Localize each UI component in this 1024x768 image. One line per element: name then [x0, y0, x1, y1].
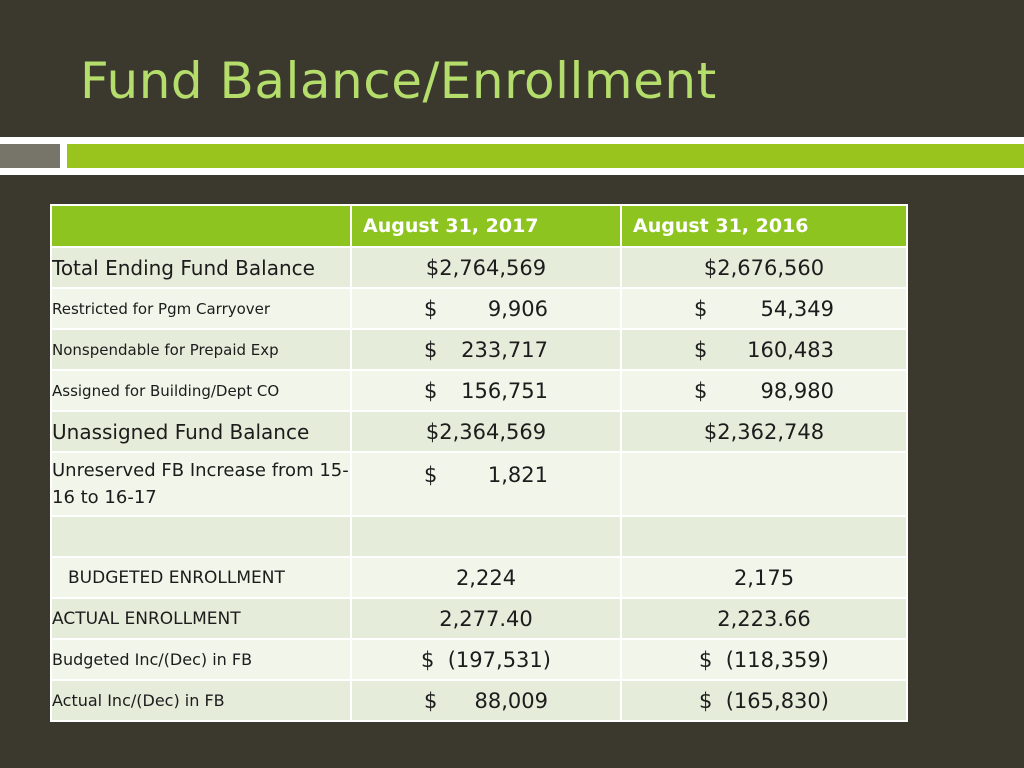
row-label: BUDGETED ENROLLMENT: [51, 557, 351, 598]
table-header-row: [51, 205, 907, 247]
dollar-sign: $: [694, 296, 708, 321]
row-label: Actual Inc/(Dec) in FB: [51, 680, 351, 721]
header-2016: August 31, 2016: [621, 205, 907, 247]
header-blank: [51, 205, 351, 247]
table-row: [51, 247, 907, 288]
fund-balance-table: [50, 204, 908, 722]
value-2017: [351, 370, 621, 411]
value-2016: $2,362,748: [621, 411, 907, 452]
table-row: [51, 680, 907, 721]
amount: 88,009: [474, 688, 548, 713]
dollar-sign: $: [424, 463, 438, 487]
value-2016: 2,223.66: [621, 598, 907, 639]
value-2017: [351, 288, 621, 329]
value-2016: [621, 452, 907, 516]
divider-accent-gray: [0, 144, 60, 168]
dollar-sign: $: [424, 378, 438, 403]
value-2017: 2,277.40: [351, 598, 621, 639]
value-2016: 2,175: [621, 557, 907, 598]
value-2017: $ (197,531): [351, 639, 621, 680]
table-row: [51, 639, 907, 680]
value-2017: $2,364,569: [351, 411, 621, 452]
row-label: Unreserved FB Increase from 15-16 to 16-17: [51, 452, 351, 516]
row-label: Nonspendable for Prepaid Exp: [51, 329, 351, 370]
value-2016: $ (165,830): [621, 680, 907, 721]
value-2017: [351, 516, 621, 557]
amount: 156,751: [461, 378, 548, 403]
value-2016: $ (118,359): [621, 639, 907, 680]
row-label: ACTUAL ENROLLMENT: [51, 598, 351, 639]
table-row: [51, 288, 907, 329]
slide-title: Fund Balance/Enrollment: [80, 52, 717, 110]
table-row: [51, 557, 907, 598]
value-2017: [351, 680, 621, 721]
row-label: Total Ending Fund Balance: [51, 247, 351, 288]
amount: 233,717: [461, 337, 548, 362]
table-row: [51, 598, 907, 639]
amount: 54,349: [760, 296, 834, 321]
divider-accent-green: [67, 144, 1024, 168]
amount: 9,906: [487, 296, 548, 321]
dollar-sign: $: [424, 296, 438, 321]
amount: 160,483: [747, 337, 834, 362]
row-label: Assigned for Building/Dept CO: [51, 370, 351, 411]
amount: 1,821: [487, 463, 548, 487]
row-label: [51, 516, 351, 557]
dollar-sign: $: [694, 378, 708, 403]
row-label: Unassigned Fund Balance: [51, 411, 351, 452]
table-row: [51, 370, 907, 411]
header-2017: August 31, 2017: [351, 205, 621, 247]
value-2016: [621, 516, 907, 557]
dollar-sign: $: [424, 688, 438, 713]
table-row: [51, 411, 907, 452]
table-row: [51, 329, 907, 370]
value-2017: [351, 329, 621, 370]
dollar-sign: $: [424, 337, 438, 362]
value-2017: 2,224: [351, 557, 621, 598]
row-label: Restricted for Pgm Carryover: [51, 288, 351, 329]
value-2017: [351, 452, 621, 516]
table-row-empty: [51, 516, 907, 557]
value-2016: [621, 370, 907, 411]
row-label: Budgeted Inc/(Dec) in FB: [51, 639, 351, 680]
value-2016: [621, 288, 907, 329]
value-2016: [621, 329, 907, 370]
dollar-sign: $: [694, 337, 708, 362]
amount: 98,980: [760, 378, 834, 403]
value-2017: $2,764,569: [351, 247, 621, 288]
table-row: [51, 452, 907, 516]
value-2016: $2,676,560: [621, 247, 907, 288]
